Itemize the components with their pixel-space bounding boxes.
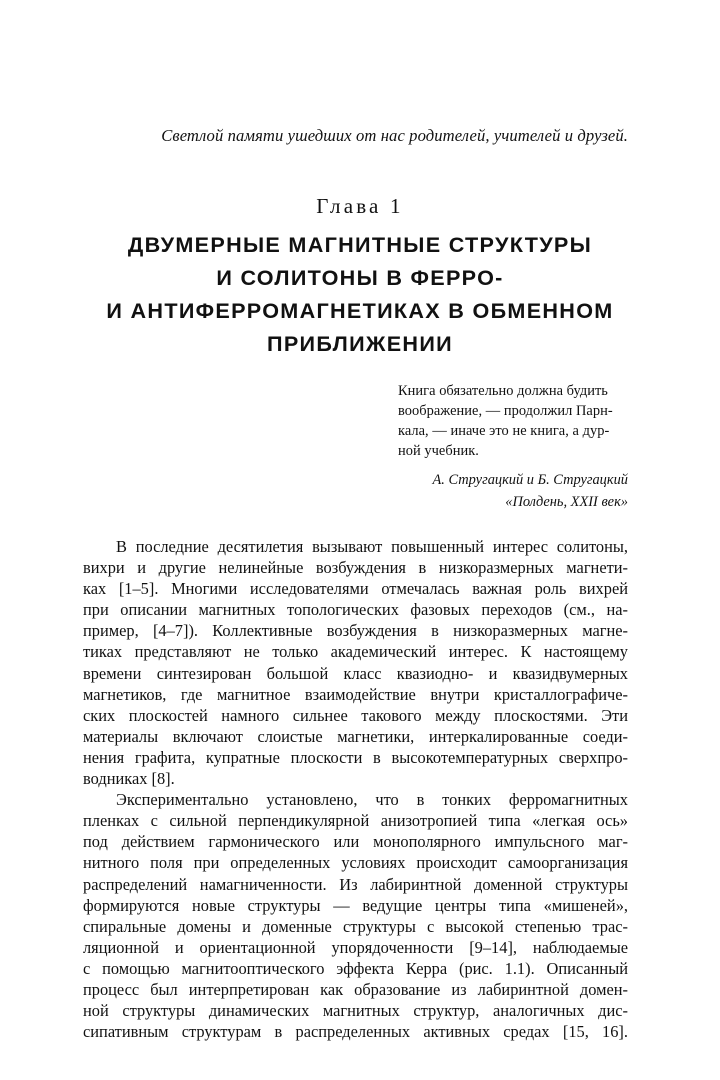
chapter-title-line: ПРИБЛИЖЕНИИ bbox=[267, 331, 453, 356]
epigraph-quote bbox=[398, 381, 628, 461]
text-line: материалы включают слоистые магнетики, интеркалированные соеди- bbox=[83, 726, 628, 746]
chapter-title bbox=[90, 228, 630, 360]
text-line: формируются новые структуры — ведущие центры типа «мишеней», bbox=[83, 895, 628, 915]
text-line: В последние десятилетия вызывают повышенный интерес солитоны, bbox=[116, 537, 628, 556]
chapter-title-line: И АНТИФЕРРОМАГНЕТИКАХ В ОБМЕННОМ bbox=[106, 298, 614, 323]
text-line: пример, [4–7]). Коллективные возбуждения в низкоразмерных магне- bbox=[83, 621, 628, 641]
epigraph-author: А. Стругацкий и Б. Стругацкий bbox=[432, 472, 628, 488]
epigraph bbox=[398, 381, 628, 513]
text-line: пленках с сильной перпендикулярной анизотропией типа «легкая ось» bbox=[83, 811, 628, 831]
text-line: спиральные домены и доменные структуры с высокой степенью трас- bbox=[83, 916, 628, 936]
chapter-title-line: ДВУМЕРНЫЕ МАГНИТНЫЕ СТРУКТУРЫ bbox=[127, 232, 593, 257]
epigraph-attribution bbox=[398, 469, 628, 513]
text-line: тиках представляют не только академический интерес. К настоящему bbox=[83, 642, 628, 662]
epigraph-source: «Полдень, XXII век» bbox=[505, 494, 628, 510]
text-line: времени синтезирован большой класс квазиодно- и квазидвумерных bbox=[83, 663, 628, 683]
text-line: магнетиков, где магнитное взаимодействие внутри кристаллографиче- bbox=[83, 684, 628, 704]
dedication: Светлой памяти ушедших от нас родителей, учителей и друзей. bbox=[161, 126, 628, 145]
text-line: нитного поля при определенных условиях происходит самоорганизация bbox=[83, 853, 628, 873]
epigraph-line: воображение, — продолжил Парн- bbox=[398, 403, 613, 419]
paragraph-1 bbox=[83, 536, 628, 789]
epigraph-line: ной учебник. bbox=[398, 443, 479, 459]
text-line: нения графита, купратные плоскости в высокотемпературных сверхпро- bbox=[83, 747, 628, 767]
text-line: водниках [8]. bbox=[83, 769, 175, 789]
chapter-title-line: И СОЛИТОНЫ В ФЕРРО- bbox=[216, 265, 504, 290]
text-line: вихри и другие нелинейные возбуждения в низкоразмерных магнети- bbox=[83, 558, 628, 578]
text-line: Экспериментально установлено, что в тонких ферромагнитных bbox=[116, 790, 628, 810]
chapter-label: Глава 1 bbox=[316, 194, 404, 218]
epigraph-line: кала, — иначе это не книга, а дур- bbox=[398, 423, 610, 439]
text-line: с помощью магнитооптического эффекта Керра (рис. 1.1). Описанный bbox=[83, 958, 628, 978]
text-line: под действием гармонического или монополярного импульсного маг- bbox=[83, 832, 628, 852]
paragraph-2 bbox=[83, 789, 628, 1042]
text-line: ских плоскостей намного сильнее такового между плоскостями. Эти bbox=[83, 705, 628, 725]
text-line: ляционной и ориентационной упорядоченности [9–14], наблюдаемые bbox=[83, 937, 628, 957]
text-line: ках [1–5]. Многими исследователями отмечалась важная роль вихрей bbox=[83, 579, 628, 599]
text-line: процесс был интерпретирован как образование из лабиринтной домен- bbox=[83, 979, 628, 999]
text-line: сипативным структурам в распределенных активных средах [15, 16]. bbox=[83, 1022, 628, 1042]
body-text bbox=[83, 536, 628, 1042]
text-line: при описании магнитных топологических фазовых переходов (см., на- bbox=[83, 600, 628, 620]
text-line: распределений намагниченности. Из лабиринтной доменной структуры bbox=[83, 874, 628, 894]
text-line: ной структуры динамических магнитных структур, аналогичных дис- bbox=[83, 1001, 628, 1021]
epigraph-line: Книга обязательно должна будить bbox=[398, 383, 608, 399]
